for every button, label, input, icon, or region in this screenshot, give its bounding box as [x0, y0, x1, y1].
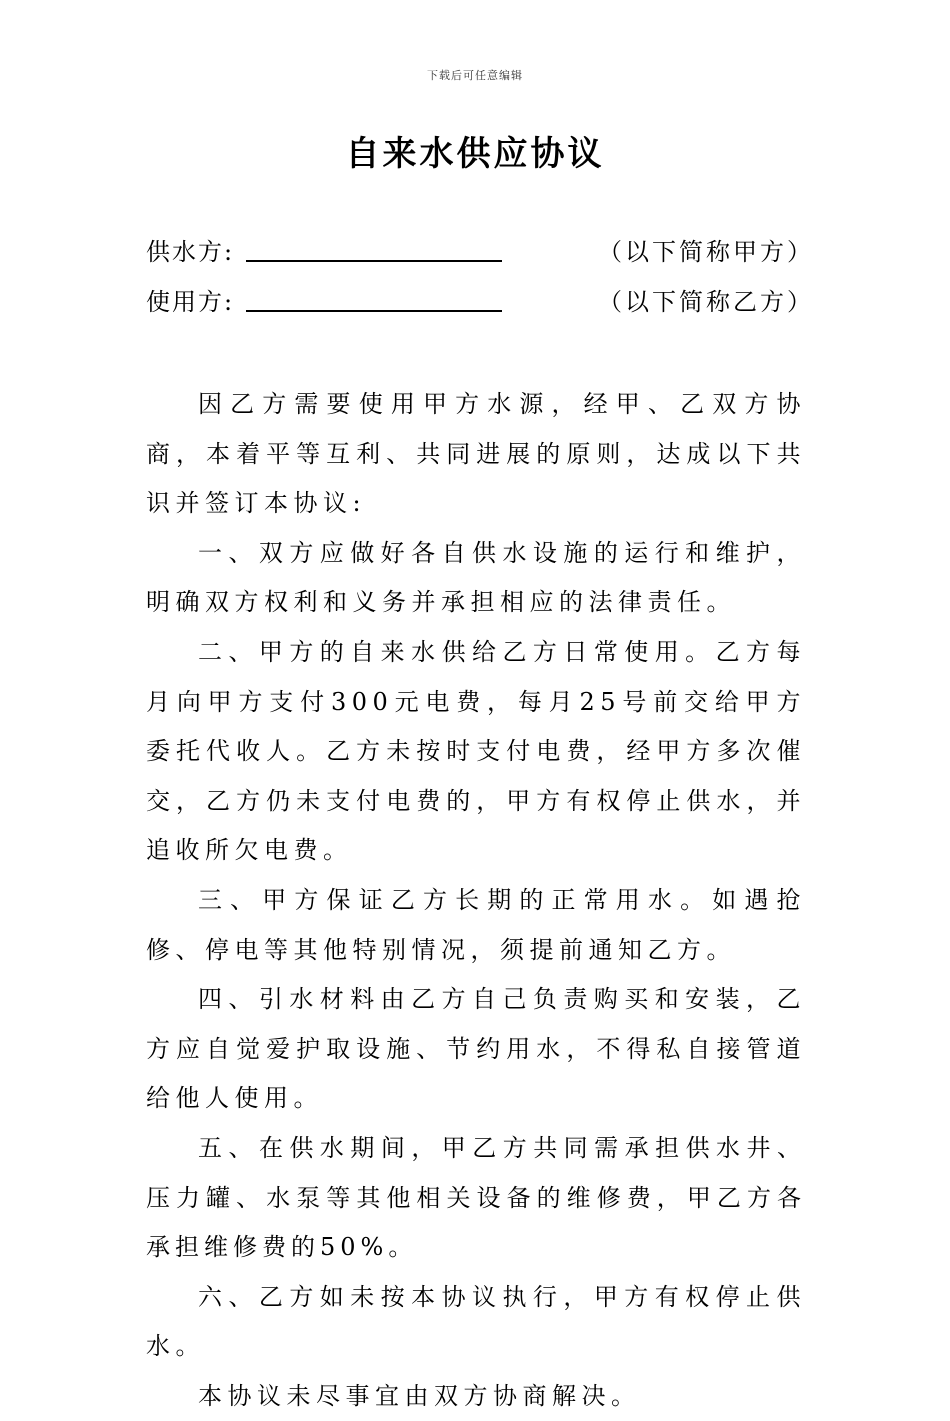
party-row-user [146, 282, 814, 322]
paragraph-clause-5: 五、在供水期间，甲乙方共同需承担供水井、压力罐、水泵等其他相关设备的维修费，甲乙方各承担维修费的50%。 [146, 1133, 806, 1262]
party-label-supplier: 供水方: [146, 238, 235, 266]
paragraph-clause-2: 二、甲方的自来水供给乙方日常使用。乙方每月向甲方支付300元电费，每月25号前交给甲方委托代收人。乙方未按时支付电费，经甲方多次催交，乙方仍未支付电费的，甲方有权停止供水，并追收所欠电费。 [146, 637, 806, 865]
paragraph-closing: 本协议未尽事宜由双方协商解决。 [198, 1381, 641, 1410]
party-note-supplier: （以下简称甲方） [598, 238, 814, 266]
paragraph-clause-1: 一、双方应做好各自供水设施的运行和维护，明确双方权利和义务并承担相应的法律责任。 [146, 538, 806, 617]
paragraph-clause-4: 四、引水材料由乙方自己负责购买和安装，乙方应自觉爱护取设施、节约用水，不得私自接管道给他人使用。 [146, 985, 806, 1113]
user-name-blank [246, 310, 502, 312]
supplier-name-blank [246, 260, 502, 262]
party-note-user: （以下简称乙方） [598, 288, 814, 316]
header-note: 下载后可任意编辑 [427, 69, 523, 82]
paragraph-preamble: 因乙方需要使用甲方水源，经甲、乙双方协商，本着平等互利、共同进展的原则，达成以下共识并签订本协议: [146, 390, 806, 518]
paragraph-clause-6: 六、乙方如未按本协议执行，甲方有权停止供水。 [146, 1282, 806, 1361]
party-label-user: 使用方: [146, 288, 235, 316]
agreement-body [146, 380, 806, 1421]
document-title: 自来水供应协议 [345, 134, 605, 174]
paragraph-clause-3: 三、甲方保证乙方长期的正常用水。如遇抢修、停电等其他特别情况，须提前通知乙方。 [146, 885, 806, 964]
party-row-supplier [146, 232, 814, 272]
